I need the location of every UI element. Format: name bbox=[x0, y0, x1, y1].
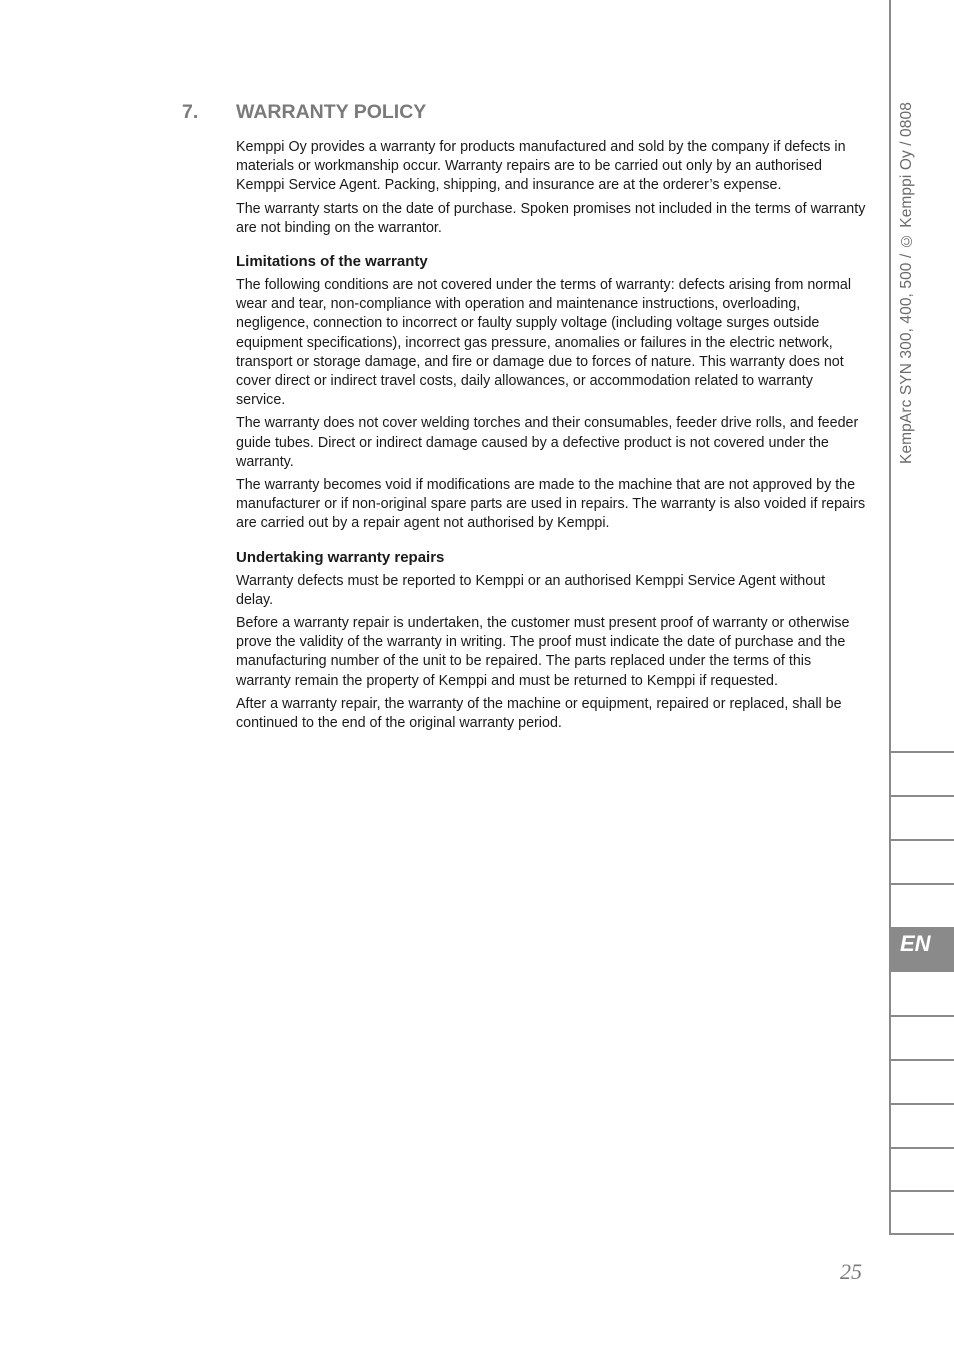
tab-divider bbox=[891, 1059, 954, 1061]
undertaking-paragraph: Warranty defects must be reported to Kemppi or an authorised Kemppi Service Agent without delay. bbox=[236, 572, 826, 608]
tab-divider bbox=[891, 883, 954, 885]
limitations-heading: Limitations of the warranty bbox=[236, 253, 428, 271]
undertaking-heading: Undertaking warranty repairs bbox=[236, 548, 445, 566]
tab-divider bbox=[891, 1190, 954, 1192]
tab-divider bbox=[891, 751, 954, 753]
limitations-paragraph: The warranty does not cover welding torches and their consumables, feeder drive rolls, and feeder guide tubes. Direct or indirect damage caused by a defective product is not covered under the warranty. bbox=[236, 415, 859, 470]
section-heading bbox=[182, 101, 426, 124]
tab-divider bbox=[891, 1103, 954, 1105]
intro-paragraph: Kemppi Oy provides a warranty for products manufactured and sold by the company if defects in materials or workmanship occur. Warranty repairs are to be carried out only by an authorised Kemppi Service Agent. Packing, shipping, and insurance are at the orderer’s expense. bbox=[236, 139, 846, 194]
tab-divider bbox=[891, 1015, 954, 1017]
language-tab-en[interactable]: EN bbox=[891, 927, 954, 972]
warranty-content bbox=[236, 138, 866, 737]
sidebar-rule bbox=[889, 0, 891, 1235]
undertaking-paragraph: After a warranty repair, the warranty of the machine or equipment, repaired or replaced, shall be continued to the end of the original warranty period. bbox=[236, 695, 842, 732]
tab-divider bbox=[891, 839, 954, 841]
section-title: WARRANTY POLICY bbox=[236, 101, 427, 123]
limitations-paragraph: The following conditions are not covered under the terms of warranty: defects arising from normal wear and tear, non-compliance with operation and maintenance instructions, overloading, negligence, connection to incorrect or faulty supply voltage (including voltage surges outside equipment specifications), incorrect gas pressure, anomalies or failures in the electric network, transport or storage damage, and fire or damage due to forces of nature. This warranty does not cover direct or indirect travel costs, daily allowances, or accommodation related to warranty service. bbox=[236, 277, 852, 409]
tab-divider bbox=[891, 1233, 954, 1235]
section-number: 7. bbox=[182, 101, 199, 123]
document-caption: KempArc SYN 300, 400, 500 / © Kemppi Oy / 0808 bbox=[898, 102, 915, 464]
tab-divider bbox=[891, 795, 954, 797]
tab-divider bbox=[891, 1147, 954, 1149]
limitations-paragraph: The warranty becomes void if modifications are made to the machine that are not approved by the manufacturer or if non-original spare parts are used in repairs. The warranty is also voided if repairs are carried out by a repair agent not authorised by Kemppi. bbox=[236, 477, 866, 532]
undertaking-paragraph: Before a warranty repair is undertaken, the customer must present proof of warranty or otherwise prove the validity of the warranty in writing. The proof must indicate the date of purchase and the manufacturing number of the unit to be repaired. The parts replaced under the terms of this warranty remain the property of Kemppi and must be returned to Kemppi if requested. bbox=[236, 615, 850, 689]
page-number: 25 bbox=[840, 1259, 862, 1284]
intro-paragraph: The warranty starts on the date of purchase. Spoken promises not included in the terms of warranty are not binding on the warrantor. bbox=[236, 200, 866, 236]
